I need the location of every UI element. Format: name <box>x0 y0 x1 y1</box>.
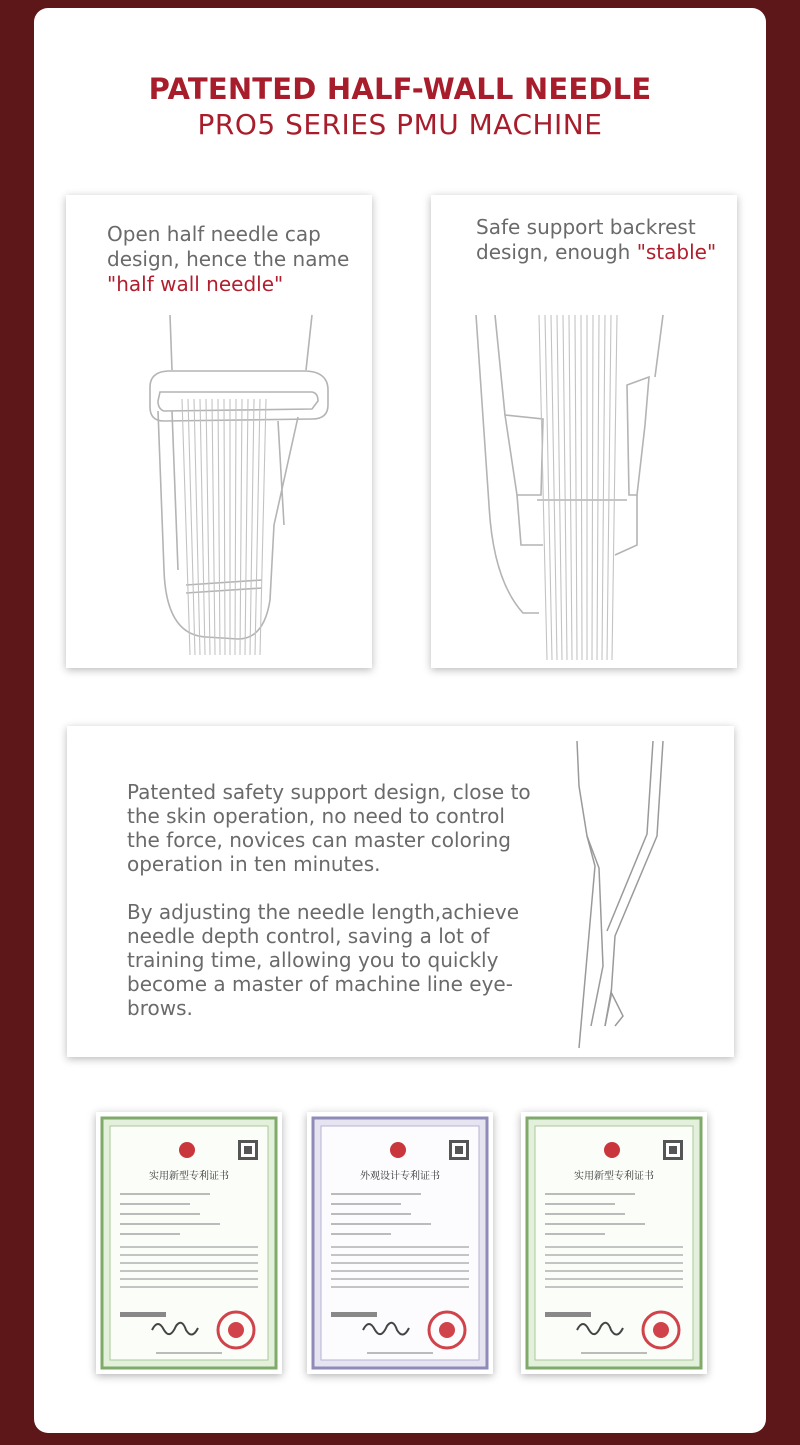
patent-certificate <box>521 1112 707 1374</box>
backrest-card <box>431 195 737 668</box>
needle-backrest-side-drawing <box>431 195 737 668</box>
safety-support-paragraph: Patented safety support design, close to the skin operation, no need to control the force, novices can master coloring operation in ten minutes. <box>127 780 531 876</box>
patent-certificate <box>96 1112 282 1374</box>
certificate-title: 实用新型专利证书 <box>149 1171 229 1182</box>
half-wall-needle-card <box>66 195 372 668</box>
design-patent-certificate <box>307 1112 493 1374</box>
needle-profile-drawing <box>67 726 734 1057</box>
certificate-title: 实用新型专利证书 <box>574 1171 654 1182</box>
half-wall-needle-cap-drawing <box>66 195 372 668</box>
needle-depth-paragraph: By adjusting the needle length,achieve needle depth control, saving a lot of training time, allowing you to quickly become a master of machine line eye-brows. <box>127 900 520 1020</box>
page-subtitle: PRO5 SERIES PMU MACHINE <box>197 108 603 141</box>
safety-support-card <box>67 726 734 1057</box>
highlight-text: "half wall needle" <box>107 272 284 296</box>
certificate-title: 外观设计专利证书 <box>360 1171 440 1182</box>
description-text: Open half needle cap design, hence the name <box>107 222 350 271</box>
description-text: Safe support backrest design, enough <box>476 215 696 264</box>
highlight-text: "stable" <box>636 240 717 264</box>
page-title: PATENTED HALF-WALL NEEDLE <box>148 72 652 106</box>
